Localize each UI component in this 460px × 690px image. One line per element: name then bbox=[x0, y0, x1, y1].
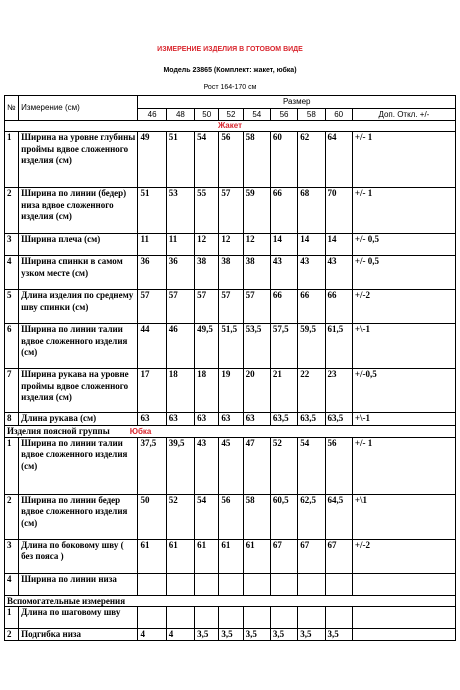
table-row bbox=[5, 256, 456, 290]
size-label: 56 bbox=[270, 108, 297, 121]
measure-value: 22 bbox=[298, 369, 325, 413]
measure-value bbox=[138, 573, 166, 595]
size-label: 50 bbox=[195, 108, 219, 121]
measure-name: Ширина по линии (бедер) низа вдвое сложенного изделия (см) bbox=[19, 188, 138, 234]
size-label: 60 bbox=[325, 108, 352, 121]
measure-value: 14 bbox=[325, 234, 352, 256]
measure-value: 52 bbox=[166, 494, 194, 539]
tolerance-value: +/- 1 bbox=[352, 132, 455, 188]
table-row bbox=[5, 494, 456, 539]
measure-value: 67 bbox=[298, 539, 325, 573]
measure-value: 39,5 bbox=[166, 437, 194, 494]
header-row bbox=[5, 96, 456, 109]
measure-value: 14 bbox=[298, 234, 325, 256]
measure-value: 19 bbox=[219, 369, 243, 413]
tolerance-value: +/- 1 bbox=[352, 188, 455, 234]
measure-value bbox=[298, 573, 325, 595]
row-number: 1 bbox=[5, 606, 19, 628]
measure-value: 53 bbox=[166, 188, 194, 234]
table-row bbox=[5, 573, 456, 595]
tolerance-value bbox=[352, 573, 455, 595]
measure-value: 63,5 bbox=[325, 413, 352, 426]
measure-value: 64 bbox=[325, 132, 352, 188]
measure-value: 23 bbox=[325, 369, 352, 413]
measure-value: 43 bbox=[195, 437, 219, 494]
measure-value: 51 bbox=[138, 188, 166, 234]
measure-value: 63,5 bbox=[298, 413, 325, 426]
measure-value: 66 bbox=[270, 188, 297, 234]
section-skirt: Юбка bbox=[129, 426, 152, 436]
measure-value: 60 bbox=[270, 132, 297, 188]
measure-name: Ширина по линии низа bbox=[19, 573, 138, 595]
table-row bbox=[5, 188, 456, 234]
measure-value: 21 bbox=[270, 369, 297, 413]
measure-value: 43 bbox=[325, 256, 352, 290]
measure-value: 61 bbox=[195, 539, 219, 573]
measure-value: 43 bbox=[298, 256, 325, 290]
tolerance-value: +/-0,5 bbox=[352, 369, 455, 413]
measure-value: 62 bbox=[298, 132, 325, 188]
measure-value: 38 bbox=[219, 256, 243, 290]
measure-value: 57 bbox=[166, 290, 194, 324]
measure-value: 54 bbox=[195, 132, 219, 188]
measure-value: 66 bbox=[325, 290, 352, 324]
measure-value: 56 bbox=[219, 494, 243, 539]
measure-value: 51,5 bbox=[219, 324, 243, 369]
row-number: 3 bbox=[5, 539, 19, 573]
measure-value: 4 bbox=[166, 628, 194, 641]
measure-value: 12 bbox=[243, 234, 270, 256]
measure-value: 3,5 bbox=[219, 628, 243, 641]
table-row bbox=[5, 234, 456, 256]
measure-value: 47 bbox=[243, 437, 270, 494]
tolerance-value: +\-1 bbox=[352, 324, 455, 369]
measure-value: 57 bbox=[219, 188, 243, 234]
size-label: 54 bbox=[243, 108, 270, 121]
measure-value: 59 bbox=[243, 188, 270, 234]
measure-value: 46 bbox=[166, 324, 194, 369]
size-label: 48 bbox=[166, 108, 194, 121]
col-num-header: № bbox=[5, 96, 19, 121]
row-number: 6 bbox=[5, 324, 19, 369]
measure-value: 36 bbox=[166, 256, 194, 290]
measure-value: 51 bbox=[166, 132, 194, 188]
measure-value: 63 bbox=[243, 413, 270, 426]
size-label: 58 bbox=[298, 108, 325, 121]
measure-value: 66 bbox=[298, 290, 325, 324]
measure-value: 14 bbox=[270, 234, 297, 256]
tolerance-value: +/- 0,5 bbox=[352, 256, 455, 290]
measure-name: Ширина на уровне глубины проймы вдвое сложенного изделия (см) bbox=[19, 132, 138, 188]
measure-value: 12 bbox=[219, 234, 243, 256]
measure-value: 57 bbox=[219, 290, 243, 324]
col-size-header: Размер bbox=[138, 96, 456, 109]
measure-name: Ширина по линии бедер вдвое сложенного изделия (см) bbox=[19, 494, 138, 539]
measure-value bbox=[219, 606, 243, 628]
measure-value: 55 bbox=[195, 188, 219, 234]
measure-value: 58 bbox=[243, 132, 270, 188]
measure-value: 57 bbox=[195, 290, 219, 324]
tolerance-value: +/- 0,5 bbox=[352, 234, 455, 256]
measure-value: 52 bbox=[270, 437, 297, 494]
measure-value: 57 bbox=[243, 290, 270, 324]
measure-value: 38 bbox=[243, 256, 270, 290]
row-number: 1 bbox=[5, 437, 19, 494]
row-number: 1 bbox=[5, 132, 19, 188]
row-number: 7 bbox=[5, 369, 19, 413]
measure-value: 57 bbox=[138, 290, 166, 324]
measure-value bbox=[166, 573, 194, 595]
measure-value: 61,5 bbox=[325, 324, 352, 369]
row-number: 8 bbox=[5, 413, 19, 426]
measure-value: 3,5 bbox=[298, 628, 325, 641]
tolerance-value: +/- 1 bbox=[352, 437, 455, 494]
measure-value bbox=[219, 573, 243, 595]
tolerance-value: +\-1 bbox=[352, 413, 455, 426]
measure-name: Длина по боковому шву ( без пояса ) bbox=[19, 539, 138, 573]
measure-value: 4 bbox=[138, 628, 166, 641]
measure-name: Ширина по линии талии вдвое сложенного изделия (см) bbox=[19, 324, 138, 369]
measure-value: 20 bbox=[243, 369, 270, 413]
table-row bbox=[5, 628, 456, 641]
group-aux-row bbox=[5, 595, 456, 606]
group-aux: Вспомогательные измерения bbox=[5, 595, 456, 606]
measure-name: Ширина плеча (см) bbox=[19, 234, 138, 256]
measure-value: 54 bbox=[298, 437, 325, 494]
col-measure-header: Измерение (см) bbox=[19, 96, 138, 121]
measure-value: 60,5 bbox=[270, 494, 297, 539]
measure-value: 62,5 bbox=[298, 494, 325, 539]
measure-value bbox=[298, 606, 325, 628]
measure-value: 67 bbox=[325, 539, 352, 573]
measure-value: 63 bbox=[195, 413, 219, 426]
measure-value bbox=[325, 573, 352, 595]
model-label: Модель 23865 (Комплект: жакет, юбка) bbox=[163, 67, 297, 74]
measure-value: 18 bbox=[195, 369, 219, 413]
measure-name: Подгибка низа bbox=[19, 628, 138, 641]
row-number: 2 bbox=[5, 494, 19, 539]
measure-value: 68 bbox=[298, 188, 325, 234]
row-number: 4 bbox=[5, 573, 19, 595]
tolerance-value: +/-2 bbox=[352, 290, 455, 324]
table-row bbox=[5, 606, 456, 628]
measure-value bbox=[270, 606, 297, 628]
measure-value bbox=[166, 606, 194, 628]
measure-value: 44 bbox=[138, 324, 166, 369]
measure-name: Длина рукава (см) bbox=[19, 413, 138, 426]
measure-name: Ширина спинки в самом узком месте (см) bbox=[19, 256, 138, 290]
measure-value bbox=[270, 573, 297, 595]
row-number: 2 bbox=[5, 628, 19, 641]
measure-value: 49 bbox=[138, 132, 166, 188]
group-waist bbox=[5, 425, 456, 437]
measure-value: 61 bbox=[219, 539, 243, 573]
row-number: 2 bbox=[5, 188, 19, 234]
measure-value: 63 bbox=[219, 413, 243, 426]
measure-value: 67 bbox=[270, 539, 297, 573]
measure-value bbox=[243, 573, 270, 595]
measure-value: 38 bbox=[195, 256, 219, 290]
measure-value: 43 bbox=[270, 256, 297, 290]
measure-value: 56 bbox=[219, 132, 243, 188]
measure-value: 49,5 bbox=[195, 324, 219, 369]
table-row bbox=[5, 413, 456, 426]
table-row bbox=[5, 290, 456, 324]
measure-value bbox=[325, 606, 352, 628]
measure-value: 61 bbox=[243, 539, 270, 573]
table-row bbox=[5, 132, 456, 188]
measure-value: 54 bbox=[195, 494, 219, 539]
measurement-table bbox=[4, 95, 456, 641]
measure-value: 63 bbox=[166, 413, 194, 426]
tolerance-value bbox=[352, 606, 455, 628]
measure-value: 61 bbox=[166, 539, 194, 573]
row-number: 5 bbox=[5, 290, 19, 324]
measure-value: 36 bbox=[138, 256, 166, 290]
measure-name: Ширина по линии талии вдвое сложенного изделия (см) bbox=[19, 437, 138, 494]
measure-value: 50 bbox=[138, 494, 166, 539]
tolerance-value: +\1 bbox=[352, 494, 455, 539]
measure-value: 57,5 bbox=[270, 324, 297, 369]
group-waist-row bbox=[5, 425, 456, 437]
measure-value bbox=[195, 606, 219, 628]
measure-value bbox=[195, 573, 219, 595]
measure-name: Длина изделия по среднему шву спинки (см) bbox=[19, 290, 138, 324]
table-row bbox=[5, 539, 456, 573]
table-row bbox=[5, 437, 456, 494]
measure-value: 37,5 bbox=[138, 437, 166, 494]
measure-value: 45 bbox=[219, 437, 243, 494]
measure-value: 66 bbox=[270, 290, 297, 324]
tolerance-value bbox=[352, 628, 455, 641]
group-waist-label: Изделия поясной группы bbox=[7, 425, 110, 436]
measure-value bbox=[243, 606, 270, 628]
measure-value: 11 bbox=[166, 234, 194, 256]
measure-value: 63 bbox=[138, 413, 166, 426]
tolerance-value: +/-2 bbox=[352, 539, 455, 573]
section-jacket-row bbox=[5, 121, 456, 132]
page-title: ИЗМЕРЕНИЕ ИЗДЕЛИЯ В ГОТОВОМ ВИДЕ bbox=[157, 46, 303, 53]
measure-value: 58 bbox=[243, 494, 270, 539]
measure-value: 17 bbox=[138, 369, 166, 413]
measure-name: Длина по шаговому шву bbox=[19, 606, 138, 628]
col-tolerance-header: Доп. Откл. +/- bbox=[352, 108, 455, 121]
size-label: 46 bbox=[138, 108, 166, 121]
measure-value: 64,5 bbox=[325, 494, 352, 539]
measure-value: 53,5 bbox=[243, 324, 270, 369]
size-label: 52 bbox=[219, 108, 243, 121]
measure-value bbox=[138, 606, 166, 628]
measure-value: 3,5 bbox=[195, 628, 219, 641]
measure-value: 3,5 bbox=[325, 628, 352, 641]
table-row bbox=[5, 369, 456, 413]
height-label: Рост 164-170 см bbox=[203, 84, 257, 91]
measure-value: 63,5 bbox=[270, 413, 297, 426]
measure-value: 3,5 bbox=[270, 628, 297, 641]
table-row bbox=[5, 324, 456, 369]
measure-value: 56 bbox=[325, 437, 352, 494]
measure-value: 12 bbox=[195, 234, 219, 256]
row-number: 3 bbox=[5, 234, 19, 256]
measure-name: Ширина рукава на уровне проймы вдвое сложенного изделия (см) bbox=[19, 369, 138, 413]
measure-value: 18 bbox=[166, 369, 194, 413]
measure-value: 70 bbox=[325, 188, 352, 234]
measure-value: 11 bbox=[138, 234, 166, 256]
measure-value: 59,5 bbox=[298, 324, 325, 369]
measure-value: 61 bbox=[138, 539, 166, 573]
row-number: 4 bbox=[5, 256, 19, 290]
section-jacket: Жакет bbox=[5, 121, 456, 132]
measure-value: 3,5 bbox=[243, 628, 270, 641]
